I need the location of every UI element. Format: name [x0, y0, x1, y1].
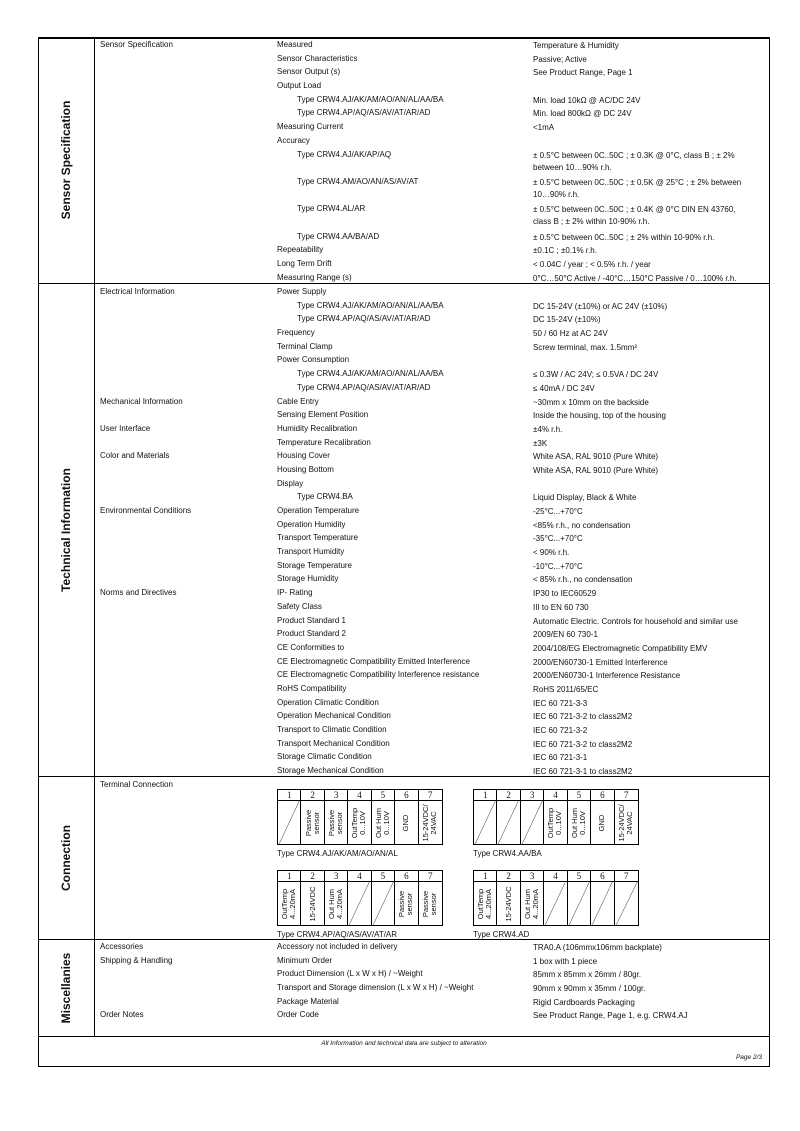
disclaimer-note: All Information and technical data are subject to alteration: [321, 1040, 487, 1047]
spec-row: [95, 287, 770, 301]
spec-row: [95, 424, 770, 438]
spec-row: [95, 629, 770, 643]
terminal-number: 3: [325, 790, 348, 801]
spec-value: ± 0.5°C between 0C..50C ; ± 0.3K @ 0°C, class B ; ± 2% between 10…90% r.h.: [533, 150, 735, 172]
spec-row: [95, 342, 770, 356]
spec-parameter: Transport to Climatic Condition: [277, 725, 387, 734]
terminal-assignment: [615, 801, 638, 844]
spec-value: III to EN 60 730: [533, 602, 589, 612]
spec-category: Environmental Conditions: [100, 506, 192, 515]
terminal-type-label: Type CRW4.AP/AQ/AS/AV/AT/AR: [277, 930, 398, 939]
spec-category: Color and Materials: [100, 451, 170, 461]
terminal-label: OutTemp 4...20mA: [476, 888, 494, 919]
spec-parameter: Accuracy: [277, 135, 310, 145]
spec-parameter: Type CRW4.AP/AQ/AS/AV/AT/AR/AD: [297, 108, 431, 118]
spec-row: [95, 479, 770, 493]
terminal-assignment: [521, 882, 544, 925]
spec-row: [95, 725, 770, 739]
spec-row: [95, 997, 770, 1011]
terminal-number: 3: [521, 790, 544, 801]
terminal-number: 6: [591, 871, 614, 882]
spec-parameter: Transport Temperature: [277, 533, 358, 543]
terminal-label: Out Hum 0...10V: [569, 807, 587, 838]
spec-parameter: Operation Temperature: [277, 506, 360, 515]
terminal-number: 6: [395, 790, 418, 801]
terminal-number: 1: [474, 871, 497, 882]
spec-parameter: Long Term Drift: [277, 259, 332, 269]
spec-value: -35°C...+70°C: [533, 534, 583, 544]
terminal-number: 2: [301, 871, 324, 882]
terminal-number: 1: [278, 871, 301, 882]
spec-value: DC 15-24V (±10%) or AC 24V (±10%): [533, 301, 668, 311]
spec-row: [95, 328, 770, 342]
spec-row: [95, 616, 770, 630]
terminal-number: 2: [497, 871, 520, 882]
spec-value: IP30 to IEC60529: [533, 589, 597, 599]
spec-category: Mechanical Information: [100, 396, 183, 406]
spec-row: [95, 122, 770, 136]
terminal-number: 5: [372, 790, 395, 801]
spec-row: [95, 698, 770, 712]
terminal-number: 1: [474, 790, 497, 801]
spec-row: [95, 81, 770, 95]
spec-value: ±3K: [533, 438, 548, 448]
spec-parameter: Terminal Clamp: [277, 341, 333, 351]
spec-row: [95, 670, 770, 684]
section-title: Connection: [59, 825, 73, 891]
terminal-number: 4: [348, 871, 371, 882]
terminal-number: 5: [372, 871, 395, 882]
spec-value: Screw terminal, max. 1.5mm²: [533, 342, 638, 352]
spec-row: [95, 561, 770, 575]
spec-parameter: Transport Mechanical Condition: [277, 738, 390, 748]
spec-parameter: Sensor Characteristics: [277, 53, 358, 63]
unused-terminal-slash-icon: [544, 882, 567, 925]
terminal-label: GND: [597, 814, 607, 831]
spec-value: 2009/EN 60 730-1: [533, 630, 598, 640]
spec-parameter: Transport Humidity: [277, 547, 345, 557]
terminal-number: 6: [395, 871, 418, 882]
terminal-number: 7: [419, 790, 442, 801]
spec-parameter: Power Consumption: [277, 355, 350, 365]
terminal-assignment: [497, 882, 520, 925]
spec-row: [95, 369, 770, 383]
terminal-label: 15-24VDC/ 24VAC: [617, 803, 635, 842]
spec-value: White ASA, RAL 9010 (Pure White): [533, 465, 659, 475]
spec-row: [95, 1010, 770, 1024]
spec-parameter: Type CRW4.BA: [297, 492, 353, 502]
spec-value: IEC 60 721-3-2 to class2M2: [533, 739, 633, 749]
terminal-number: 5: [568, 790, 591, 801]
spec-category: Accessories: [100, 942, 144, 951]
unused-terminal-slash-icon: [348, 882, 371, 925]
terminal-assignment: [348, 801, 371, 844]
spec-value: ~30mm x 10mm on the backside: [533, 397, 649, 407]
spec-parameter: Minimum Order: [277, 955, 333, 965]
terminal-assignment: [325, 882, 348, 925]
spec-parameter: Repeatability: [277, 245, 324, 255]
spec-parameter: Frequency: [277, 328, 315, 338]
spec-parameter: Type CRW4.AJ/AK/AM/AO/AN/AL/AA/BA: [297, 300, 444, 310]
terminal-number: 1: [278, 790, 301, 801]
terminal-label: Passive sensor: [327, 809, 345, 836]
spec-row: [95, 533, 770, 547]
section-connection: [38, 777, 770, 940]
spec-value: 1 box with 1 piece: [533, 956, 598, 966]
spec-parameter: CE Conformities to: [277, 642, 345, 652]
spec-value: < 85% r.h., no condensation: [533, 575, 633, 585]
spec-value: TRA0.A (106mmx106mm backplate): [533, 943, 662, 952]
terminal-type-label: Type CRW4.AA/BA: [473, 849, 542, 858]
spec-row: [95, 232, 770, 246]
terminal-number: 5: [568, 871, 591, 882]
spec-value: 85mm x 85mm x 26mm / 80gr.: [533, 970, 642, 980]
spec-value: Min. load 10kΩ @ AC/DC 24V: [533, 95, 641, 105]
spec-value: Passive; Active: [533, 54, 587, 64]
spec-parameter: Display: [277, 478, 304, 488]
terminal-number: 4: [348, 790, 371, 801]
terminal-label: OutTemp 0...10V: [546, 807, 564, 838]
spec-row: [95, 397, 770, 411]
terminal-assignment: [591, 801, 614, 844]
spec-row: [95, 54, 770, 68]
spec-parameter: Housing Bottom: [277, 464, 334, 474]
spec-parameter: Type CRW4.AJ/AK/AP/AQ: [297, 149, 392, 159]
spec-value: < 90% r.h.: [533, 548, 570, 558]
spec-value: RoHS 2011/65/EC: [533, 684, 599, 694]
terminal-label: 15-24VDC/ 24VAC: [421, 803, 439, 842]
spec-value: See Product Range, Page 1, e.g. CRW4.AJ: [533, 1011, 688, 1021]
page-number: Page 2/3: [735, 1054, 762, 1061]
spec-parameter: Operation Humidity: [277, 519, 346, 529]
spec-row: [95, 657, 770, 671]
terminal-assignment: [301, 882, 324, 925]
section-technical-information: [38, 284, 770, 777]
terminal-assignment: [301, 801, 324, 844]
spec-parameter: Output Load: [277, 81, 322, 91]
spec-value: < 0.04C / year ; < 0.5% r.h. / year: [533, 260, 651, 270]
terminal-number: 2: [301, 790, 324, 801]
section-sensor-specification: [38, 37, 770, 284]
section-title: Sensor Specification: [59, 100, 73, 220]
spec-parameter: Type CRW4.AM/AO/AN/AS/AV/AT: [297, 176, 419, 186]
spec-parameter: Sensing Element Position: [277, 410, 369, 420]
spec-value: IEC 60 721-3-2 to class2M2: [533, 712, 633, 722]
terminal-number: 3: [325, 871, 348, 882]
terminal-number: 7: [615, 871, 638, 882]
spec-parameter: Cable Entry: [277, 396, 319, 406]
spec-row: [95, 40, 770, 54]
section-title: Technical Information: [59, 468, 73, 592]
spec-parameter: Measuring Current: [277, 122, 344, 132]
terminal-label: GND: [401, 814, 411, 831]
spec-parameter: Product Dimension (L x W x H) / ~Weight: [277, 969, 423, 979]
spec-parameter: Package Material: [277, 996, 339, 1006]
spec-parameter: Temperature Recalibration: [277, 437, 371, 447]
terminal-assignment: [325, 801, 348, 844]
spec-row: [95, 547, 770, 561]
spec-parameter: Type CRW4.AL/AR: [297, 204, 366, 214]
spec-row: [95, 355, 770, 369]
spec-category: Norms and Directives: [100, 588, 177, 598]
spec-parameter: Accessory not included in delivery: [277, 942, 398, 951]
spec-row: [95, 684, 770, 698]
spec-value: See Product Range, Page 1: [533, 68, 633, 78]
spec-value: 2000/EN60730-1 Emitted Interference: [533, 657, 668, 667]
terminal-block: [473, 789, 639, 845]
spec-category: User Interface: [100, 423, 151, 433]
terminal-label: 15-24VDC: [307, 885, 317, 922]
spec-parameter: CE Electromagnetic Compatibility Interference resistance: [277, 670, 480, 680]
spec-row: [95, 492, 770, 506]
terminal-number: 4: [544, 790, 567, 801]
spec-value: ± 0.5°C between 0C..50C ; ± 0.4K @ 0°C DIN EN 43760, class B ; ± 2% within 10-90% r.h.: [533, 205, 736, 227]
spec-parameter: Storage Humidity: [277, 574, 339, 584]
spec-row: [95, 136, 770, 150]
spec-category: Shipping & Handling: [100, 955, 173, 965]
spec-parameter: Storage Climatic Condition: [277, 752, 372, 762]
spec-value: ≤ 0.3W / AC 24V; ≤ 0.5VA / DC 24V: [533, 370, 659, 380]
terminal-label: Out Hum 4...20mA: [523, 888, 541, 919]
terminal-connection-label: Terminal Connection: [100, 780, 173, 789]
spec-parameter: Order Code: [277, 1010, 319, 1020]
terminal-number: 4: [544, 871, 567, 882]
spec-row: [95, 711, 770, 725]
unused-terminal-slash-icon: [568, 882, 591, 925]
terminal-label: 15-24VDC: [503, 885, 513, 922]
terminal-assignment: [278, 882, 301, 925]
terminal-number: 2: [497, 790, 520, 801]
terminal-assignment: [372, 801, 395, 844]
spec-parameter: Type CRW4.AJ/AK/AM/AO/AN/AL/AA/BA: [297, 94, 444, 104]
spec-row: [95, 204, 770, 231]
spec-row: [95, 588, 770, 602]
spec-parameter: Type CRW4.AP/AQ/AS/AV/AT/AR/AD: [297, 314, 431, 324]
spec-value: ±0.1C ; ±0.1% r.h.: [533, 246, 597, 256]
spec-row: [95, 506, 770, 520]
spec-parameter: Transport and Storage dimension (L x W x H) / ~Weight: [277, 983, 474, 993]
section-miscellanies: [38, 940, 770, 1037]
spec-row: [95, 956, 770, 970]
spec-row: [95, 410, 770, 424]
unused-terminal-slash-icon: [521, 801, 544, 844]
terminal-assignment: [395, 801, 418, 844]
spec-row: [95, 259, 770, 273]
spec-parameter: RoHS Compatibility: [277, 683, 347, 693]
spec-value: -25°C...+70°C: [533, 507, 583, 516]
spec-parameter: Product Standard 2: [277, 629, 346, 639]
spec-parameter: Humidity Recalibration: [277, 423, 358, 433]
spec-row: [95, 383, 770, 397]
spec-row: [95, 602, 770, 616]
terminal-label: Passive sensor: [421, 890, 439, 917]
terminal-number: 3: [521, 871, 544, 882]
spec-value: -10°C...+70°C: [533, 561, 583, 571]
spec-row: [95, 301, 770, 315]
spec-row: [95, 520, 770, 534]
spec-parameter: CE Electromagnetic Compatibility Emitted Interference: [277, 656, 470, 666]
terminal-label: OutTemp 0...10V: [350, 807, 368, 838]
spec-row: [95, 108, 770, 122]
terminal-label: Passive sensor: [303, 809, 321, 836]
spec-parameter: Sensor Output (s): [277, 67, 341, 77]
terminal-type-label: Type CRW4.AJ/AK/AM/AO/AN/AL: [277, 849, 398, 858]
spec-value: DC 15-24V (±10%): [533, 315, 601, 325]
section-title: Miscellanies: [59, 952, 73, 1024]
spec-row: [95, 451, 770, 465]
spec-value: Rigid Cardboards Packaging: [533, 997, 635, 1007]
terminal-number: 7: [419, 871, 442, 882]
spec-value: Automatic Electric. Controls for household and similar use: [533, 616, 738, 626]
terminal-label: OutTemp 4...20mA: [280, 888, 298, 919]
unused-terminal-slash-icon: [591, 882, 614, 925]
terminal-label: Out Hum 0...10V: [373, 807, 391, 838]
terminal-block: [473, 870, 639, 926]
spec-row: [95, 67, 770, 81]
spec-parameter: Storage Mechanical Condition: [277, 766, 384, 776]
spec-value: <1mA: [533, 123, 555, 133]
spec-value: 2004/108/EG Electromagnetic Compatibility EMV: [533, 643, 708, 653]
spec-row: [95, 983, 770, 997]
terminal-label: Out Hum 4...20mA: [327, 888, 345, 919]
unused-terminal-slash-icon: [372, 882, 395, 925]
terminal-assignment: [474, 882, 497, 925]
spec-row: [95, 245, 770, 259]
spec-row: [95, 465, 770, 479]
spec-value: Min. load 800kΩ @ DC 24V: [533, 109, 632, 119]
unused-terminal-slash-icon: [615, 882, 638, 925]
spec-parameter: Product Standard 1: [277, 615, 346, 625]
spec-value: ≤ 40mA / DC 24V: [533, 383, 595, 393]
spec-row: [95, 95, 770, 109]
spec-value: Temperature & Humidity: [533, 41, 619, 50]
spec-category: Order Notes: [100, 1010, 144, 1020]
spec-row: [95, 574, 770, 588]
spec-value: Inside the housing, top of the housing: [533, 411, 666, 421]
spec-row: [95, 150, 770, 177]
spec-value: 2000/EN60730-1 Interference Resistance: [533, 671, 681, 681]
spec-value: IEC 60 721-3-2: [533, 726, 588, 735]
spec-parameter: Measuring Range (s): [277, 272, 352, 282]
spec-value: IEC 60 721-3-1 to class2M2: [533, 767, 633, 777]
spec-parameter: Storage Temperature: [277, 560, 353, 570]
spec-value: IEC 60 721-3-1: [533, 753, 588, 763]
spec-parameter: Measured: [277, 40, 313, 49]
terminal-assignment: [419, 801, 442, 844]
spec-parameter: Power Supply: [277, 287, 327, 296]
spec-row: [95, 314, 770, 328]
unused-terminal-slash-icon: [497, 801, 520, 844]
spec-value: <85% r.h., no condensation: [533, 520, 631, 530]
unused-terminal-slash-icon: [474, 801, 497, 844]
spec-category: Electrical Information: [100, 287, 175, 296]
spec-parameter: Type CRW4.AA/BA/AD: [297, 231, 380, 241]
terminal-label: Passive sensor: [397, 890, 415, 917]
spec-value: ± 0.5°C between 0C..50C ; ± 0.5K @ 25°C ; ± 2% between 10…90% r.h.: [533, 177, 742, 199]
spec-value: IEC 60 721-3-3: [533, 698, 588, 708]
spec-value: ±4% r.h.: [533, 424, 563, 434]
spec-parameter: Operation Mechanical Condition: [277, 711, 391, 721]
spec-value: 90mm x 90mm x 35mm / 100gr.: [533, 984, 646, 994]
spec-value: 0°C…50°C Active / -40°C…150°C Passive / 0…100% r.h.: [533, 273, 737, 283]
spec-value: Liquid Display, Black & White: [533, 493, 637, 503]
spec-row: [95, 969, 770, 983]
terminal-assignment: [544, 801, 567, 844]
spec-row: [95, 752, 770, 766]
terminal-type-label: Type CRW4.AD: [473, 930, 530, 939]
spec-parameter: Type CRW4.AJ/AK/AM/AO/AN/AL/AA/BA: [297, 369, 444, 379]
spec-value: 50 / 60 Hz at AC 24V: [533, 329, 608, 339]
spec-row: [95, 438, 770, 452]
spec-row: [95, 739, 770, 753]
terminal-assignment: [395, 882, 418, 925]
unused-terminal-slash-icon: [278, 801, 301, 844]
terminal-block: [277, 870, 443, 926]
spec-row: [95, 643, 770, 657]
terminal-assignment: [419, 882, 442, 925]
spec-value: White ASA, RAL 9010 (Pure White): [533, 452, 659, 462]
terminal-number: 7: [615, 790, 638, 801]
terminal-block: [277, 789, 443, 845]
terminal-number: 6: [591, 790, 614, 801]
spec-parameter: Operation Climatic Condition: [277, 697, 379, 707]
spec-row: [95, 177, 770, 204]
spec-parameter: IP- Rating: [277, 588, 313, 598]
spec-category: Sensor Specification: [100, 40, 173, 49]
spec-parameter: Safety Class: [277, 601, 322, 611]
spec-parameter: Housing Cover: [277, 451, 330, 461]
terminal-assignment: [568, 801, 591, 844]
spec-parameter: Type CRW4.AP/AQ/AS/AV/AT/AR/AD: [297, 382, 431, 392]
spec-value: ± 0.5°C between 0C..50C ; ± 2% within 10-90% r.h.: [533, 232, 715, 242]
spec-row: [95, 942, 770, 956]
